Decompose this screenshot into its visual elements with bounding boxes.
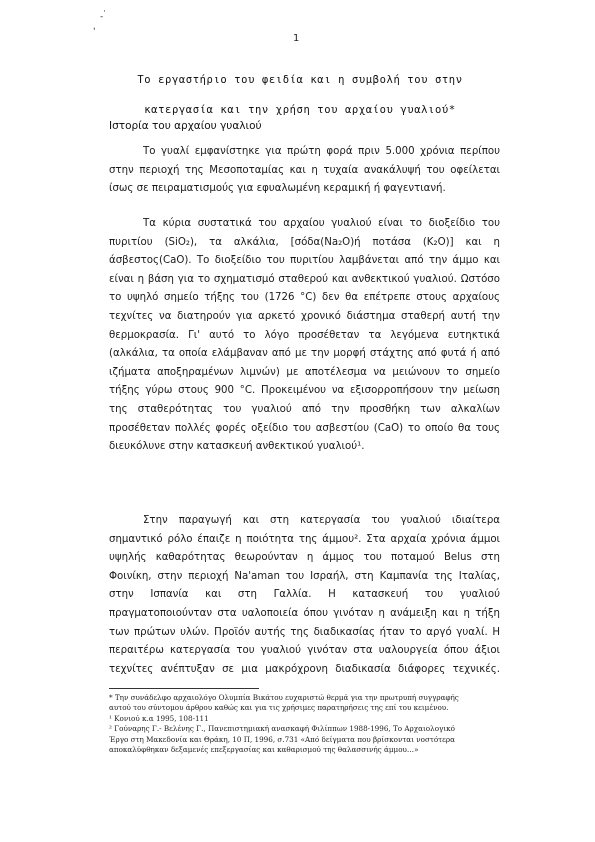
footnote-line: ¹ Κονιού κ.α 1995, 108-111 — [109, 713, 209, 723]
section-heading: Ιστορία του αρχαίου γυαλιού — [109, 120, 262, 132]
text-line: της σταθερότητας του γυαλιού από την προσθήκη των αλκαλίων — [109, 403, 500, 415]
scan-artifact: ' — [93, 27, 96, 37]
text-line: τεχνίτες να διατηρούν για αρκετό χρονικό διάστημα σταθερή αυτή την — [109, 310, 500, 322]
text-line: ίσως σε πειραματισμούς για εφυαλωμένη κεραμική ή φαγεντιανή. — [109, 183, 446, 195]
text-line: περαιτέρω κατεργασία του γυαλιού γινόταν στα υαλουργεία όπου άξιοι — [109, 645, 500, 657]
text-line: άσβεστος(CaO). Το διοξείδιο του πυριτίου λαμβάνεται από την άμμο και — [109, 255, 500, 267]
footnotes — [109, 693, 504, 755]
title-line: κατεργασία και την χρήση του αρχαίου γυαλιού* — [144, 104, 456, 116]
footnote-line: ² Γούναρης Γ.- Βελένης Γ., Πανεπιστημιακή ανασκαφή Φιλίππων 1988-1996, Το Αρχαιολογικό — [109, 724, 455, 734]
footnote-line: * Την συνάδελφο αρχαιολόγο Ολυμπία Βικάτου ευχαριστώ θερμά για την πρωτρυπή συγγραφής — [109, 693, 459, 702]
footnote-line: αποκαλύφθηκαν δεξαμενές επεξεργασίας και καθαρισμού της θαλασσινής άμμου…» — [109, 745, 419, 755]
scan-artifact: - — [100, 12, 104, 22]
text-line: διευκόλυνε στην κατασκευή ανθεκτικού γυαλιού¹. — [109, 441, 365, 453]
paragraph-composition — [109, 215, 500, 457]
text-line: (αλκάλια, τα οποία ελάμβαναν από με την μορφή στάχτης από φυτά ή από — [109, 348, 500, 360]
text-line: στην περιοχή της Μεσοποταμίας και η τυχαία ανακάλυψή του οφείλεται — [109, 164, 500, 176]
footnote-line: Έργο στη Μακεδονία και Θράκη, 10 Π, 1996, σ.731 «Από δείγματα που βρίσκονται νοστότερα — [109, 734, 455, 744]
text-line: το υψηλό σημείο τήξης του (1726 °C) δεν θα επέτρεπε στους αρχαίους — [109, 292, 500, 304]
text-line: υψηλής καθαρότητας θεωρούνταν η άμμος του ποταμού Belus στη — [109, 552, 500, 564]
title-line: Το εργαστήριο του φειδία και η συμβολή του στην — [137, 74, 463, 86]
text-line: προσέθεταν πολλές φορές οξείδιο του ασβεστίου (CaO) το οποίο θα τους — [109, 422, 500, 434]
text-line: ιζήματα αποξηραμένων λιμνών) με αποτέλεσμα να μειώνουν το σημείο — [109, 366, 500, 378]
text-line: σημαντικό ρόλο έπαιζε η ποιότητα της άμμου². Στα αρχαία χρόνια άμμοι — [109, 533, 500, 545]
scan-artifact: · — [103, 7, 106, 17]
text-line: τεχνίτες ανέπτυξαν σε μια μακρόχρονη διαδικασία διάφορες τεχνικές. — [109, 663, 500, 675]
footnote-line: αυτού του σύντομου άρθρου καθώς και για τις χρήσιμες παρατηρήσεις της επί του κειμένου. — [109, 703, 449, 713]
text-line: των πρώτων υλών. Προϊόν αυτής της διαδικασίας ήταν το αργό γυαλί. Η — [109, 626, 500, 638]
paragraph-intro — [109, 143, 500, 199]
text-line: πυριτίου (SiO₂), τα αλκάλια, [σόδα(Na₂O)ή ποτάσα (K₂O)] και η — [109, 236, 500, 248]
paragraph-production — [109, 512, 500, 679]
footnote-divider — [109, 688, 259, 689]
text-line: Στην παραγωγή και στη κατεργασία του γυαλιού ιδιαίτερα — [143, 515, 500, 526]
text-line: είναι η βάση για το σχηματισμό σταθερού και ανθεκτικού γυαλιού. Ωστόσο — [109, 273, 500, 285]
text-line: Το γυαλί εμφανίστηκε για πρώτη φορά πριν 5.000 χρόνια περίπου — [143, 146, 500, 157]
page-number: 1 — [293, 33, 300, 44]
text-line: τήξης γύρω στους 900 °C. Προκειμένου να εξισορροπήσουν την μείωση — [109, 385, 500, 397]
text-line: Τα κύρια συστατικά του αρχαίου γυαλιού είναι το διοξείδιο του — [143, 218, 500, 229]
text-line: στην Ισπανία και στη Γαλλία. Η κατασκευή του γυαλιού — [109, 589, 500, 601]
text-line: θερμοκρασία. Γι' αυτό το λόγο προσέθεταν τα λεγόμενα ευτηκτικά — [109, 329, 500, 341]
text-line: πραγματοποιούνταν στα υαλοποιεία όπου γινόταν η ανάμειξη και η τήξη — [109, 607, 500, 619]
text-line: Φοινίκη, στην περιοχή Na'aman του Ισραήλ, στη Καμπανία της Ιταλίας, — [109, 570, 500, 582]
